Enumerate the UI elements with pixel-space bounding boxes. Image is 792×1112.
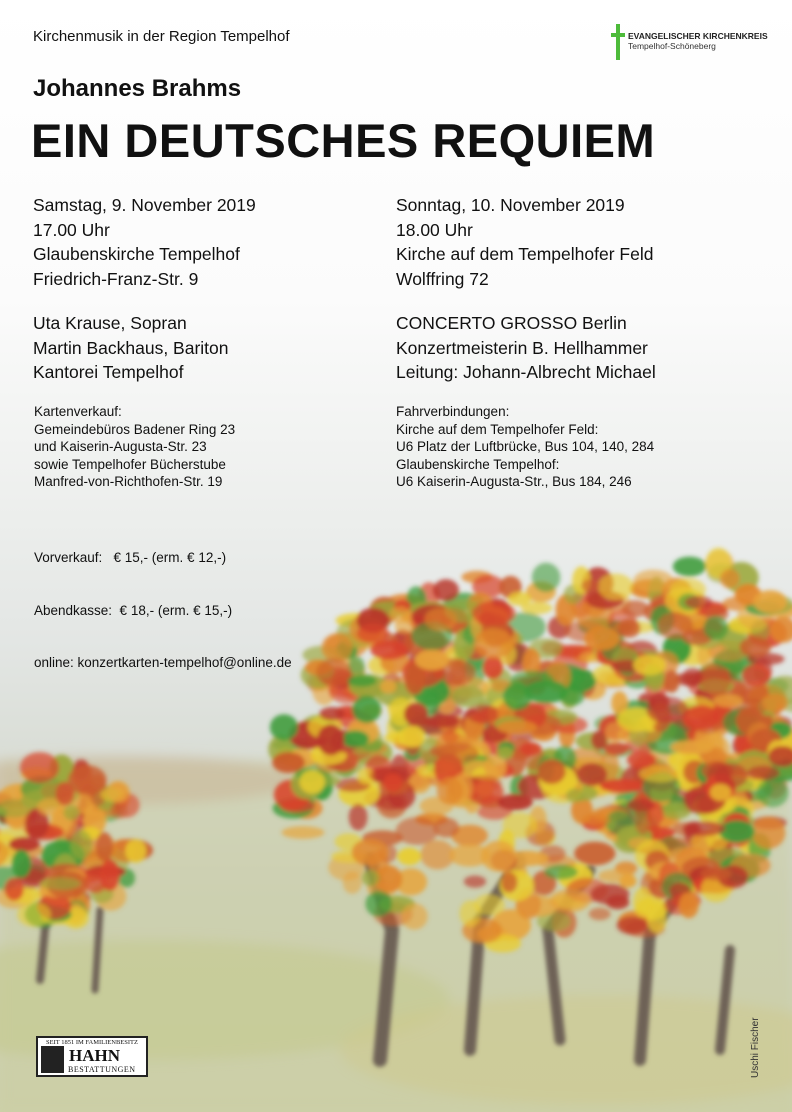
sponsor-subtitle: BESTATTUNGEN	[68, 1065, 136, 1074]
foliage-daub	[404, 703, 428, 726]
foliage-daub	[497, 747, 513, 760]
foliage-daub	[503, 813, 538, 839]
foliage-daub	[352, 696, 381, 724]
foliage-daub	[699, 664, 731, 696]
foliage-daub	[503, 683, 532, 710]
foliage-daub	[389, 606, 410, 623]
sponsor-emblem-icon	[41, 1046, 64, 1073]
foliage-daub	[70, 830, 92, 859]
foliage-daub	[685, 596, 713, 609]
logo-main-text: EVANGELISCHER KIRCHENKREIS	[628, 31, 768, 41]
foliage-daub	[437, 777, 464, 805]
foliage-daub	[710, 784, 732, 801]
foliage-daub	[40, 877, 81, 890]
foliage-daub	[671, 740, 714, 754]
foliage-daub	[357, 624, 389, 643]
concert-1	[33, 193, 256, 291]
foliage-daub	[544, 865, 578, 880]
foliage-daub	[581, 579, 599, 592]
foliage-daub	[280, 799, 314, 812]
foliage-daub	[566, 788, 584, 802]
foliage-daub	[704, 616, 729, 641]
foliage-daub	[538, 759, 566, 784]
ticket-prices	[34, 514, 292, 689]
foliage-daub	[452, 686, 485, 708]
foliage-daub	[17, 902, 51, 927]
foliage-daub	[762, 693, 788, 712]
box-office-price: Abendkasse: € 18,- (erm. € 15,-)	[34, 602, 233, 618]
presale-price: Vorverkauf: € 15,- (erm. € 12,-)	[34, 550, 227, 565]
ticket-line: Kartenverkauf:	[34, 404, 122, 419]
foliage-daub	[508, 592, 531, 606]
foliage-daub	[627, 751, 655, 769]
series-label: Kirchenmusik in der Region Tempelhof	[33, 28, 290, 45]
ticket-line: sowie Tempelhofer Bücherstube	[34, 456, 226, 472]
foliage-daub	[633, 570, 673, 592]
foliage-daub	[532, 563, 561, 592]
foliage-daub	[464, 876, 486, 888]
foliage-daub	[584, 627, 620, 651]
performers-right	[396, 311, 656, 385]
foliage-daub	[319, 707, 344, 721]
transport-line: U6 Kaiserin-Augusta-Str., Bus 184, 246	[396, 474, 632, 489]
foliage-daub	[633, 655, 666, 676]
foliage-daub	[433, 579, 459, 601]
foliage-daub	[657, 612, 693, 640]
foliage-daub	[472, 601, 516, 625]
concert-1-venue: Glaubenskirche Tempelhof	[33, 244, 240, 264]
foliage-daub	[589, 908, 611, 921]
foliage-daub	[646, 697, 688, 724]
foliage-daub	[618, 619, 640, 638]
foliage-daub	[362, 870, 380, 886]
performer: Kantorei Tempelhof	[33, 362, 184, 382]
foliage-daub	[64, 805, 80, 820]
foliage-daub	[383, 773, 402, 792]
foliage-daub	[84, 868, 107, 893]
transport-line: Kirche auf dem Tempelhofer Feld:	[396, 421, 599, 437]
foliage-daub	[617, 916, 649, 934]
foliage-daub	[68, 765, 107, 795]
foliage-daub	[719, 820, 755, 843]
foliage-daub	[481, 841, 516, 872]
foliage-daub	[600, 779, 643, 793]
foliage-daub	[598, 574, 634, 601]
performer: Uta Krause, Sopran	[33, 313, 187, 333]
performer: CONCERTO GROSSO Berlin	[396, 313, 627, 333]
transport-line: Glaubenskirche Tempelhof:	[396, 456, 560, 472]
foliage-daub	[12, 850, 31, 878]
foliage-daub	[683, 667, 703, 688]
foliage-daub	[483, 656, 503, 680]
foliage-daub	[341, 731, 369, 748]
foliage-daub	[460, 900, 482, 927]
foliage-daub	[398, 848, 421, 865]
foliage-daub	[549, 889, 590, 912]
foliage-daub	[682, 821, 725, 836]
foliage-daub	[497, 794, 532, 810]
foliage-daub	[270, 714, 298, 740]
foliage-daub	[370, 640, 407, 660]
composer: Johannes Brahms	[33, 75, 242, 102]
transport-line: U6 Platz der Luftbrücke, Bus 104, 140, 284	[396, 439, 655, 454]
foliage-daub	[664, 670, 680, 693]
foliage-daub	[9, 837, 40, 852]
concert-1-date: Samstag, 9. November 2019	[33, 195, 256, 215]
foliage-daub	[110, 802, 128, 818]
church-logo	[611, 24, 766, 62]
concert-2-venue: Kirche auf dem Tempelhofer Feld	[396, 244, 654, 264]
concert-2	[396, 193, 653, 291]
foliage-daub	[497, 720, 537, 734]
foliage-daub	[604, 742, 629, 755]
ticket-line: Manfred-von-Richthofen-Str. 19	[34, 474, 223, 489]
foliage-daub	[584, 813, 611, 826]
foliage-daub	[377, 794, 403, 810]
transport-line: Fahrverbindungen:	[396, 404, 510, 419]
foliage-daub	[757, 778, 789, 807]
performer: Martin Backhaus, Bariton	[33, 337, 229, 358]
foliage-daub	[322, 633, 353, 662]
foliage-daub	[380, 680, 397, 693]
foliage-daub	[5, 878, 24, 901]
ticket-line: und Kaiserin-Augusta-Str. 23	[34, 439, 207, 454]
performer: Konzertmeisterin B. Hellhammer	[396, 337, 648, 358]
ticket-info	[34, 403, 235, 491]
foliage-daub	[501, 872, 517, 893]
foliage-daub	[598, 869, 634, 882]
foliage-daub	[125, 839, 146, 863]
foliage-daub	[352, 839, 389, 866]
concert-1-time: 17.00 Uhr	[33, 219, 110, 240]
concert-2-time: 18.00 Uhr	[396, 219, 473, 240]
foliage-daub	[299, 770, 325, 794]
foliage-daub	[740, 636, 771, 657]
sponsor-name: HAHN	[69, 1046, 120, 1065]
foliage-daub	[720, 569, 740, 588]
foliage-daub	[713, 694, 743, 707]
artist-credit: Uschi Fischer	[750, 1017, 761, 1078]
foliage-daub	[753, 590, 786, 613]
foliage-daub	[96, 832, 113, 862]
ticket-line: Gemeindebüros Badener Ring 23	[34, 421, 236, 437]
foliage-daub	[646, 902, 666, 933]
foliage-daub	[349, 804, 368, 831]
foliage-daub	[396, 817, 439, 845]
foliage-daub	[627, 799, 655, 811]
foliage-daub	[282, 826, 325, 839]
concert-2-address: Wolffring 72	[396, 268, 489, 289]
foliage-daub	[272, 752, 305, 773]
foliage-daub	[107, 781, 130, 803]
foliage-daub	[399, 726, 426, 747]
foliage-daub	[343, 871, 362, 894]
cross-icon	[616, 24, 620, 60]
foliage-daub	[700, 867, 732, 881]
foliage-daub	[316, 658, 351, 687]
foliage-daub	[474, 628, 514, 658]
foliage-daub	[574, 842, 615, 866]
sponsor-tagline: SEIT 1851 IM FAMILIENBESITZ	[45, 1039, 139, 1046]
performers-left	[33, 311, 229, 385]
foliage-daub	[20, 752, 59, 783]
foliage-daub	[424, 608, 457, 632]
foliage-daub	[520, 742, 542, 756]
concert-1-address: Friedrich-Franz-Str. 9	[33, 268, 199, 289]
foliage-daub	[747, 766, 779, 780]
page-title: EIN DEUTSCHES REQUIEM	[31, 114, 656, 167]
foliage-daub	[679, 892, 699, 918]
foliage-daub	[742, 664, 771, 687]
foliage-daub	[317, 724, 344, 755]
foliage-daub	[436, 743, 479, 764]
sponsor-logo	[36, 1036, 148, 1077]
foliage-daub	[424, 715, 460, 728]
foliage-daub	[347, 675, 376, 687]
online-contact: online: konzertkarten-tempelhof@online.de	[34, 655, 292, 670]
foliage-daub	[591, 884, 630, 905]
transport-info	[396, 403, 654, 491]
foliage-daub	[401, 903, 428, 929]
performer: Leitung: Johann-Albrecht Michael	[396, 362, 656, 382]
foliage-daub	[415, 650, 449, 671]
foliage-daub	[751, 817, 785, 849]
foliage-daub	[673, 557, 706, 577]
logo-sub-text: Tempelhof-Schöneberg	[628, 41, 716, 51]
concert-2-date: Sonntag, 10. November 2019	[396, 195, 625, 215]
foliage-daub	[365, 891, 391, 917]
